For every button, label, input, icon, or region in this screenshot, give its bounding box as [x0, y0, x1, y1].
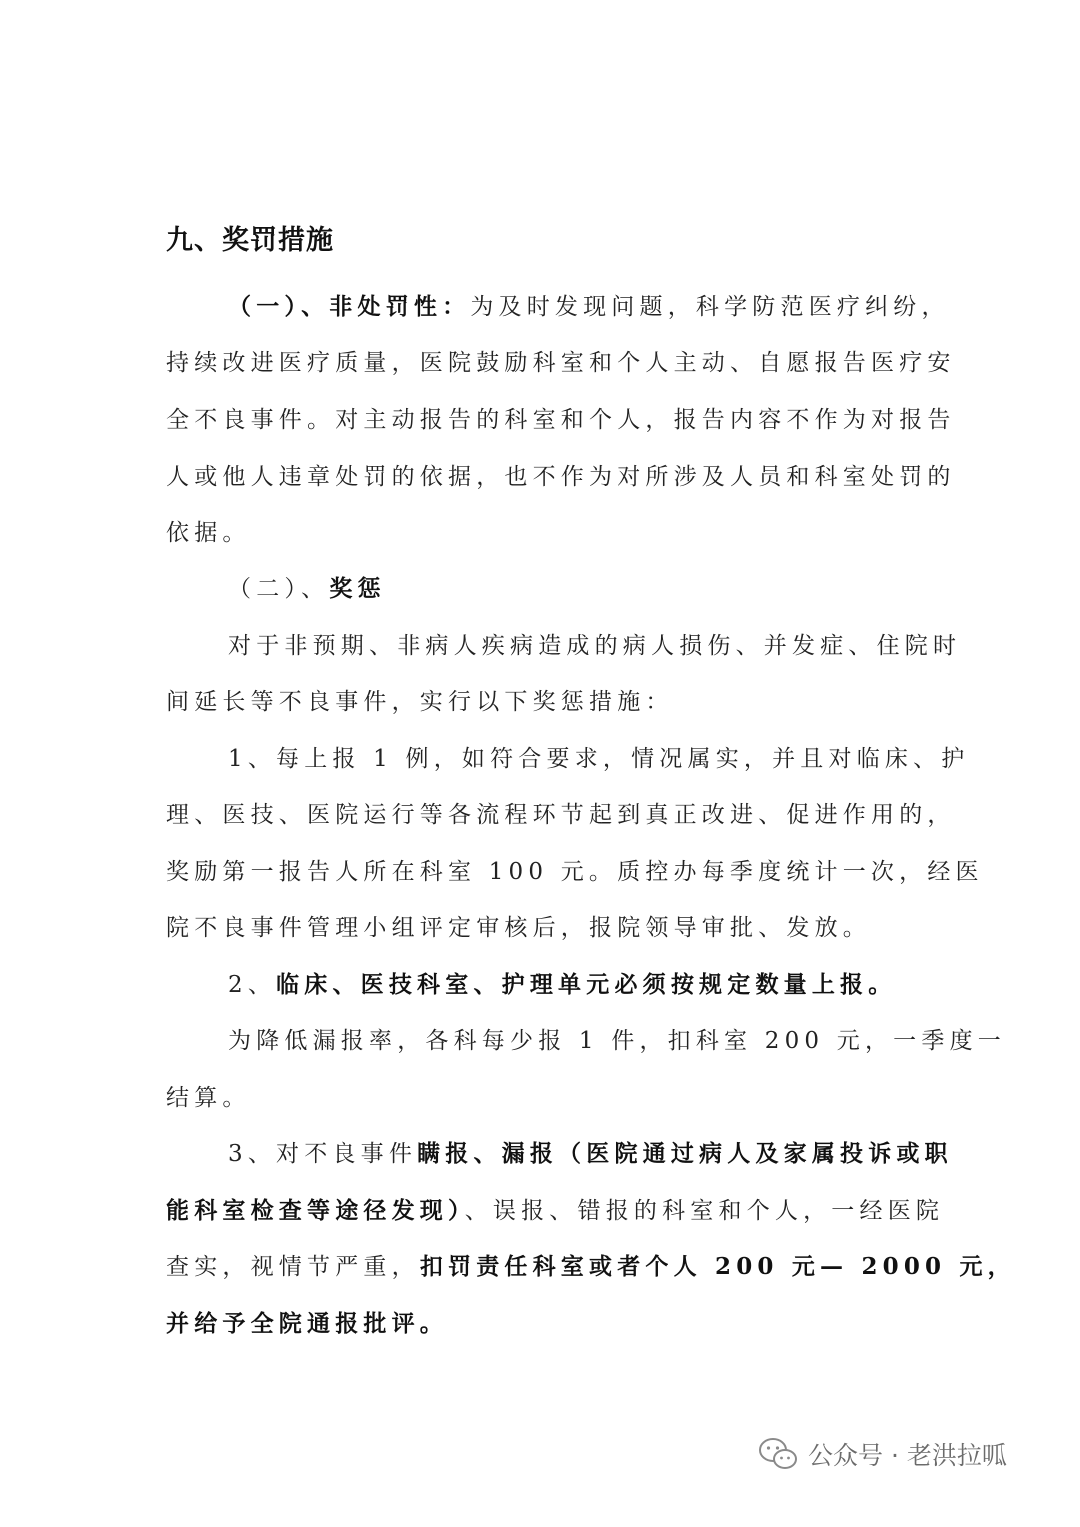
paragraph-line: 依据。: [166, 520, 251, 546]
subsection-label: （二）、: [228, 576, 330, 602]
paragraph-line: [228, 966, 896, 999]
paragraph-line: 间延长等不良事件，实行以下奖惩措施：: [166, 689, 674, 715]
text-run: 、误报、错报的科室和个人，一经医院: [464, 1198, 945, 1224]
paragraph-line: [228, 1135, 953, 1168]
subsection-label: （一）、非处罚性：: [228, 293, 471, 320]
paragraph-line: 并给予全院通报批评。: [166, 1310, 448, 1337]
subsection-title: 奖惩: [329, 575, 386, 602]
paragraph-line: [228, 288, 950, 321]
text-run: 查实，视情节严重，: [166, 1254, 420, 1280]
paragraph-line: [166, 1248, 1016, 1281]
paragraph-line: 人或他人违章处罚的依据，也不作为对所涉及人员和科室处罚的: [166, 464, 956, 490]
text-run-bold: 能科室检查等途径发现）: [166, 1197, 465, 1224]
paragraph-line: 1、每上报 1 例，如符合要求，情况属实，并且对临床、护: [228, 746, 970, 772]
paragraph-line: 结算。: [166, 1085, 251, 1111]
text-run-bold: 扣罚责任科室或者个人 200 元— 2000 元，: [419, 1253, 1016, 1280]
watermark: [758, 1432, 1007, 1476]
text-run-bold: 瞒报、漏报（医院通过病人及家属投诉或职: [417, 1140, 953, 1167]
paragraph-line: [166, 1192, 944, 1225]
paragraph-line: 全不良事件。对主动报告的科室和个人，报告内容不作为对报告: [166, 407, 956, 433]
item-title: 临床、医技科室、护理单元必须按规定数量上报。: [276, 971, 897, 998]
watermark-text: 公众号 · 老洪拉呱: [808, 1441, 1007, 1470]
text-run: 3、对不良事件: [228, 1141, 418, 1167]
wechat-icon: [758, 1437, 798, 1471]
text-run: 为及时发现问题，科学防范医疗纠纷，: [470, 294, 950, 320]
paragraph-line: 院不良事件管理小组评定审核后，报院领导审批、发放。: [166, 915, 871, 941]
subsection-heading: [228, 570, 386, 603]
section-heading: 九、奖罚措施: [166, 225, 334, 256]
paragraph-line: 奖励第一报告人所在科室 100 元。质控办每季度统计一次，经医: [166, 859, 984, 885]
paragraph-line: 理、医技、医院运行等各流程环节起到真正改进、促进作用的，: [166, 802, 956, 828]
paragraph-line: 为降低漏报率，各科每少报 1 件，扣科室 200 元，一季度一: [228, 1028, 1006, 1054]
paragraph-line: 持续改进医疗质量，医院鼓励科室和个人主动、自愿报告医疗安: [166, 350, 956, 376]
paragraph-line: 对于非预期、非病人疾病造成的病人损伤、并发症、住院时: [228, 633, 962, 659]
item-number: 2、: [228, 972, 277, 998]
